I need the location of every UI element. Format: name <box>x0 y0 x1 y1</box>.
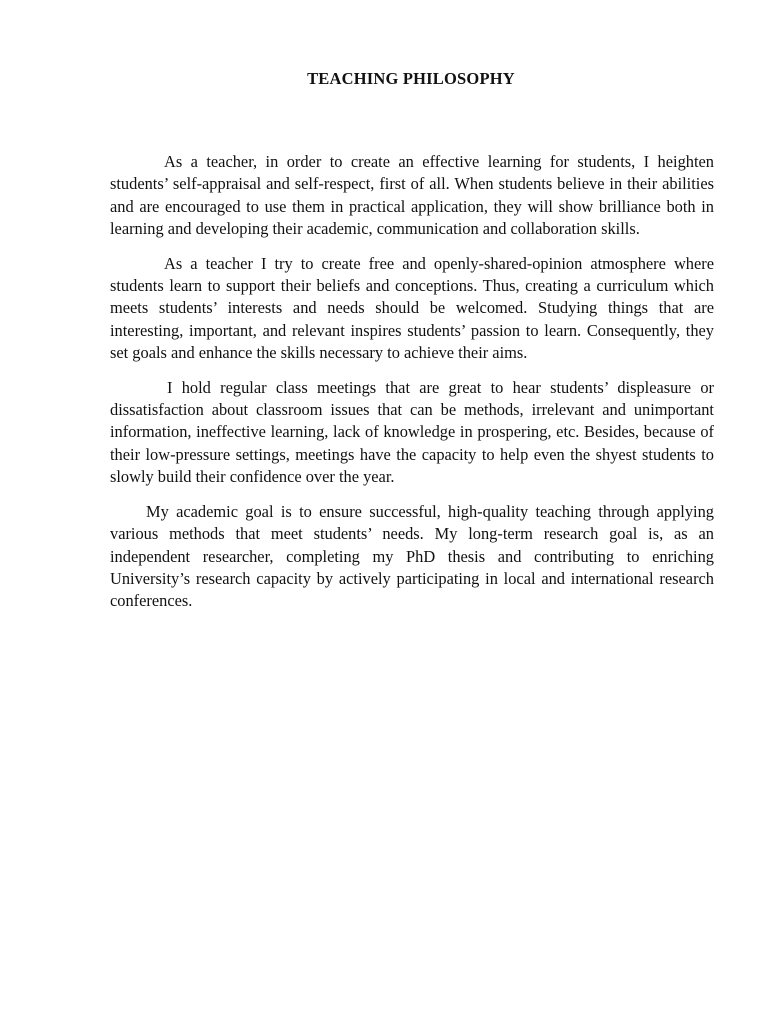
paragraph-4: My academic goal is to ensure successful, high-quality teaching through applying various methods that meet students’ needs. My long-term research goal is, as an independent researcher, completing my PhD thesis and contributing to enriching University’s research capacity by actively participating in local and international research conferences. <box>110 501 714 611</box>
document-title: TEACHING PHILOSOPHY <box>307 69 515 88</box>
paragraph-1: As a teacher, in order to create an effective learning for students, I heighten students’ self-appraisal and self-respect, first of all. When students believe in their abilities and are encouraged to use them in practical application, they will show brilliance both in learning and developing their academic, communication and collaboration skills. <box>110 152 714 239</box>
paragraph-2: As a teacher I try to create free and openly-shared-opinion atmosphere where students learn to support their beliefs and conceptions. Thus, creating a curriculum which meets students’ interests and needs should be welcomed. Studying things that are interesting, important, and relevant inspires students’ passion to learn. Consequently, they set goals and enhance the skills necessary to achieve their aims. <box>110 253 714 363</box>
paragraph-3: I hold regular class meetings that are great to hear students’ displeasure or dissatisfaction about classroom issues that can be methods, irrelevant and unimportant information, ineffective learning, lack of knowledge in prospering, etc. Besides, because of their low-pressure settings, meetings have the capacity to help even the shyest students to slowly build their confidence over the year. <box>110 377 714 487</box>
document-body <box>110 151 714 625</box>
